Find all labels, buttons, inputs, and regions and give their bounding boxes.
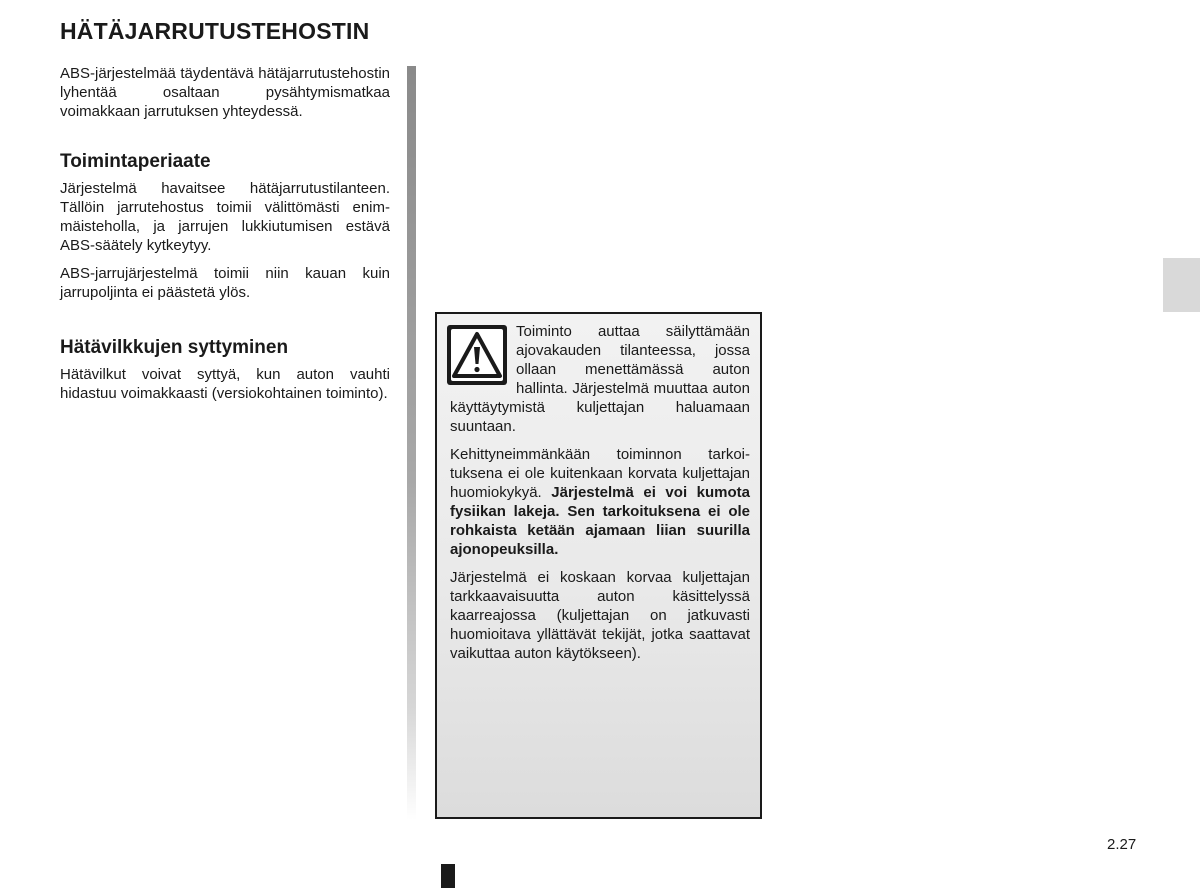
page-number: 2.27 xyxy=(1107,836,1137,853)
warning-paragraph-3: Järjestelmä ei koskaan korvaa kuljettajan tarkkaavaisuutta auton käsittelyssä kaarreajossa (kuljettajan on jatkuvasti huomioitava yllättävät tekijät, jotka saattavat vaikuttaa auton käytökseen). xyxy=(450,569,750,662)
warning-paragraph-2-bold: Järjestelmä ei voi kumota fysiikan lakeja. Sen tarkoituksena ei ole rohkaista ketään ajamaan liian suurilla ajonopeuksilla. xyxy=(450,484,750,558)
crop-mark xyxy=(441,864,455,888)
warning-triangle-icon xyxy=(447,325,507,385)
section-heading-hatavilkkujen-syttyminen: Hätävilkkujen syttyminen xyxy=(60,337,289,358)
warning-content xyxy=(450,322,750,663)
section-heading-toimintaperiaate: Toimintaperiaate xyxy=(60,151,211,172)
section-paragraph: ABS-jarrujärjestelmä toimii niin kauan kuin jarrupoljinta ei päästetä ylös. xyxy=(60,265,390,301)
intro-paragraph: ABS-järjestelmää täydentävä hätäjarrutustehostin lyhentää osaltaan pysähtymismatkaa voimakkaan jarrutuksen yhteydessä. xyxy=(60,65,390,120)
section-toimintaperiaate xyxy=(60,150,390,302)
page-title: HÄTÄJARRUTUSTEHOSTIN xyxy=(60,18,370,44)
warning-box xyxy=(435,312,762,819)
warning-paragraph-2-normal: Kehittyneimmänkään toiminnon tarkoituksena ei ole kuitenkaan korvata kuljettajan huomiokykyä. xyxy=(450,446,750,501)
warning-paragraph-2 xyxy=(450,445,750,559)
column-divider-bar xyxy=(407,66,416,820)
section-paragraph: Järjestelmä havaitsee hätäjarrutustilanteen. Tällöin jarrutehostus toimii välittömästi enimmäisteholla, ja jarrujen lukkiutumisen estävä ABS-säätely kytkeytyy. xyxy=(60,180,390,254)
section-hatavilkkujen-syttyminen xyxy=(60,336,390,403)
section-paragraph: Hätävilkut voivat syttyä, kun auton vauhti hidastuu voimakkaasti (versiokohtainen toiminto). xyxy=(60,366,390,402)
left-column xyxy=(60,64,390,402)
warning-paragraph-1: Toiminto auttaa säilyttämään ajovakauden tilanteessa, jossa ollaan menettämässä auton hallinta. Järjestelmä muuttaa auton käyttäytymistä kuljettajan haluamaan suuntaan. xyxy=(450,323,750,435)
chapter-side-tab xyxy=(1163,258,1200,312)
